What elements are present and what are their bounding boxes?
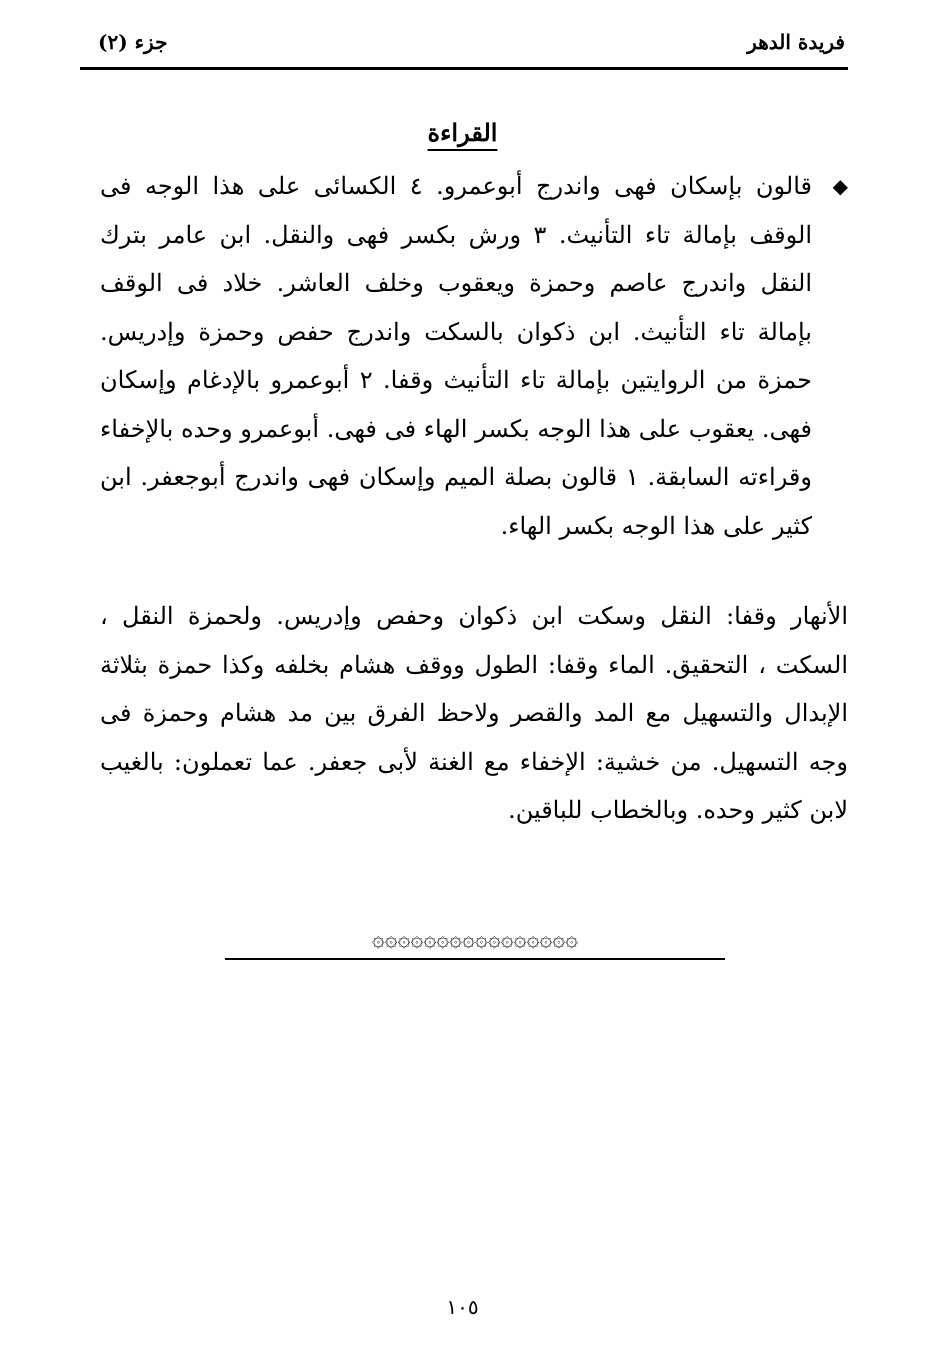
- readings-text: قالون بإسكان فهى واندرج أبوعمرو. ٤ الكسائى على هذا الوجه فى الوقف بإمالة تاء التأنيث. ٣ ورش بكسر فهى والنقل. ابن عامر بترك النقل واندرج عاصم وحمزة ويعقوب وخلف العاشر. خلاد فى الوقف بإمالة تاء التأنيث. ابن ذكوان بالسكت واندرج حفص وحمزة وإدريس. حمزة من الروايتين بإمالة تاء التأنيث وقفا. ٢ أبوعمرو بالإدغام وإسكان فهى. يعقوب على هذا الوجه بكسر الهاء فى فهى. أبوعمرو وحده بالإخفاء وقراءته السابقة. ١ قالون بصلة الميم وإسكان فهى واندرج أبوجعفر. ابن كثير على هذا الوجه بكسر الهاء.: [100, 172, 813, 540]
- section-title: القراءة: [427, 118, 498, 147]
- readings-paragraph: [100, 162, 848, 550]
- section-heading: [0, 118, 925, 147]
- header-divider: [80, 67, 848, 70]
- book-title: فريدة الدهر: [747, 30, 845, 54]
- notes-text: الأنهار وقفا: النقل وسكت ابن ذكوان وحفص وإدريس. ولحمزة النقل ، السكت ، التحقيق. الماء وقفا: الطول ووقف هشام بخلفه وكذا حمزة بثلاثة الإبدال والتسهيل مع المد والقصر ولاحظ الفرق بين مد هشام وحمزة فى وجه التسهيل. من خشية: الإخفاء مع الغنة لأبى جعفر. عما تعملون: بالغيب لابن كثير وحده. وبالخطاب للباقين.: [100, 602, 848, 824]
- part-label: جزء (٢): [98, 30, 168, 54]
- diamond-bullet-icon: ◆: [832, 174, 848, 198]
- floral-ornament-icon: [225, 922, 725, 960]
- page-number: ١٠٥: [446, 1295, 479, 1319]
- ornament-row: ۞۞۞۞۞۞۞۞۞۞۞۞۞۞۞۞: [371, 927, 579, 952]
- page-header: [80, 28, 845, 70]
- notes-paragraph: [100, 592, 848, 835]
